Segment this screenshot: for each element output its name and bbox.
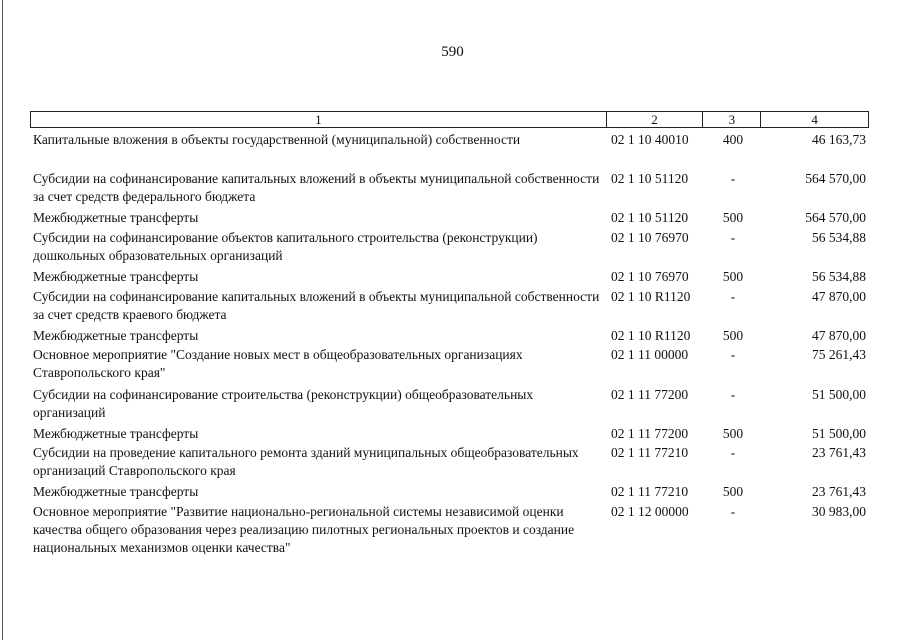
row-amount: 51 500,00 [812, 387, 866, 402]
row-name: Субсидии на проведение капитального ремонта зданий муниципальных общеобразовательных организаций Ставропольского края [33, 445, 579, 478]
row-amount: 46 163,73 [812, 132, 866, 147]
row-code: 02 1 10 76970 [611, 230, 689, 245]
row-name: Субсидии на софинансирование объектов капитального строительства (реконструкции) дошкольных образовательных организаций [33, 230, 538, 263]
row-type: 500 [722, 484, 744, 499]
row-code: 02 1 10 R1120 [611, 289, 691, 304]
row-type: - [730, 289, 736, 304]
row-amount: 23 761,43 [812, 445, 866, 460]
row-type: 500 [722, 426, 744, 441]
row-name: Субсидии на софинансирование капитальных вложений в объекты муниципальной собственности за счет средств краевого бюджета [33, 289, 600, 322]
row-type: 500 [722, 269, 744, 284]
row-code: 02 1 10 51120 [611, 171, 689, 186]
row-code: 02 1 11 77200 [611, 387, 689, 402]
row-name: Субсидии на софинансирование строительства (реконструкции) общеобразовательных организаций [33, 387, 534, 420]
row-code: 02 1 11 77210 [611, 484, 689, 499]
row-amount: 564 570,00 [805, 171, 866, 186]
row-amount: 30 983,00 [812, 504, 866, 519]
row-type: - [730, 171, 736, 186]
row-code: 02 1 10 R1120 [611, 328, 691, 343]
row-amount: 564 570,00 [805, 210, 866, 225]
header-col-1: 1 [315, 112, 322, 127]
page-number: 590 [441, 44, 464, 60]
row-type: - [730, 230, 736, 245]
row-type: 500 [722, 328, 744, 343]
row-name: Субсидии на софинансирование капитальных вложений в объекты муниципальной собственности за счет средств федерального бюджета [33, 171, 600, 204]
header-col-3: 3 [702, 112, 760, 127]
row-name: Межбюджетные трансферты [33, 484, 199, 499]
row-code: 02 1 11 77200 [611, 426, 689, 441]
row-code: 02 1 11 77210 [611, 445, 689, 460]
row-amount: 75 261,43 [812, 347, 866, 362]
row-code: 02 1 10 51120 [611, 210, 689, 225]
row-code: 02 1 12 00000 [611, 504, 689, 519]
row-amount: 47 870,00 [812, 289, 866, 304]
row-amount: 56 534,88 [812, 230, 866, 245]
row-code: 02 1 11 00000 [611, 347, 689, 362]
row-amount: 47 870,00 [812, 328, 866, 343]
row-amount: 51 500,00 [812, 426, 866, 441]
row-name: Межбюджетные трансферты [33, 328, 199, 343]
row-type: - [730, 504, 736, 519]
row-code: 02 1 10 40010 [611, 132, 689, 147]
row-type: 500 [722, 210, 744, 225]
row-name: Капитальные вложения в объекты государственной (муниципальной) собственности [33, 132, 521, 147]
row-name: Межбюджетные трансферты [33, 210, 199, 225]
row-code: 02 1 10 76970 [611, 269, 689, 284]
row-name: Основное мероприятие "Создание новых мест в общеобразовательных организациях Ставропольского края" [33, 347, 523, 380]
row-amount: 23 761,43 [812, 484, 866, 499]
row-name: Межбюджетные трансферты [33, 426, 199, 441]
row-type: - [730, 445, 736, 460]
row-name: Основное мероприятие "Развитие национально-региональной системы независимой оценки качества общего образования через реализацию пилотных региональных проектов и создание национальных механизмов оценки качества" [33, 504, 575, 555]
row-type: 400 [722, 132, 744, 147]
row-name: Межбюджетные трансферты [33, 269, 199, 284]
left-margin-rule [2, 0, 3, 640]
row-amount: 56 534,88 [812, 269, 866, 284]
header-col-4: 4 [760, 112, 868, 127]
header-col-2: 2 [606, 112, 703, 127]
table-header [30, 111, 869, 128]
row-type: - [730, 387, 736, 402]
row-type: - [730, 347, 736, 362]
